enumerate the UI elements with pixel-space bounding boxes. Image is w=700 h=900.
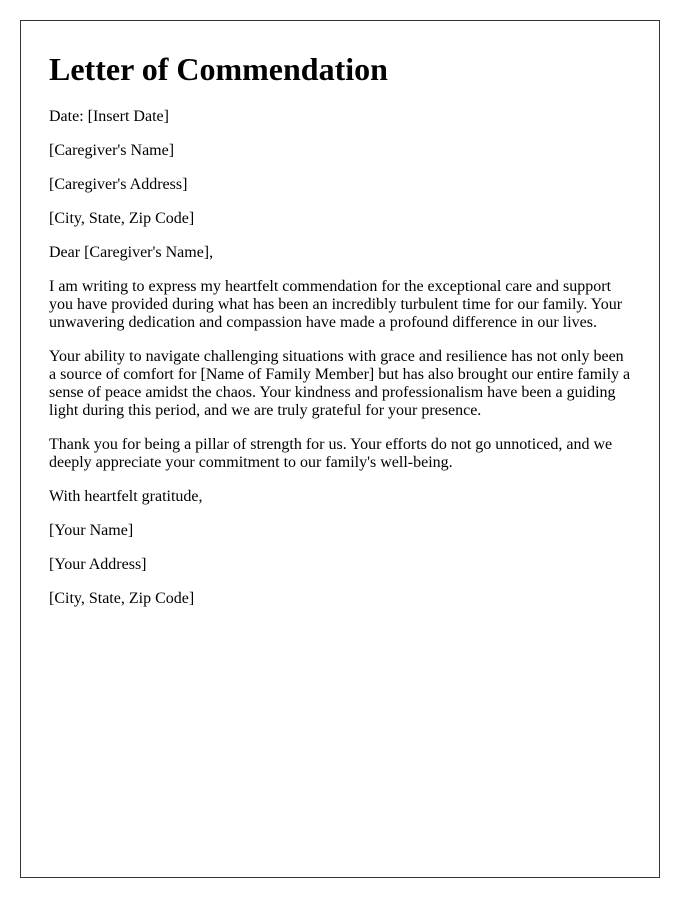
salutation: Dear [Caregiver's Name], (49, 244, 214, 261)
letter-title: Letter of Commendation (49, 51, 388, 87)
letter-page (20, 20, 660, 878)
recipient-name: [Caregiver's Name] (49, 142, 175, 159)
sender-city: [City, State, Zip Code] (49, 590, 195, 607)
sender-name: [Your Name] (49, 522, 134, 539)
date-line: Date: [Insert Date] (49, 108, 169, 125)
letter-content (49, 49, 634, 624)
recipient-address: [Caregiver's Address] (49, 176, 188, 193)
body-paragraph-1: I am writing to express my heartfelt commendation for the exceptional care and support you have provided during what has been an incredibly turbulent time for our family. Your unwavering dedication and compassion have made a profound difference in our lives. (49, 278, 623, 331)
recipient-city: [City, State, Zip Code] (49, 210, 195, 227)
closing: With heartfelt gratitude, (49, 488, 203, 505)
sender-address: [Your Address] (49, 556, 147, 573)
body-paragraph-3: Thank you for being a pillar of strength for us. Your efforts do not go unnoticed, and we deeply appreciate your commitment to our family's well-being. (49, 436, 613, 471)
body-paragraph-2: Your ability to navigate challenging situations with grace and resilience has not only been a source of comfort for [Name of Family Member] but has also brought our entire family a sense of peace amidst the chaos. Your kindness and professionalism have been a guiding light during this period, and we are truly grateful for your presence. (49, 348, 631, 419)
